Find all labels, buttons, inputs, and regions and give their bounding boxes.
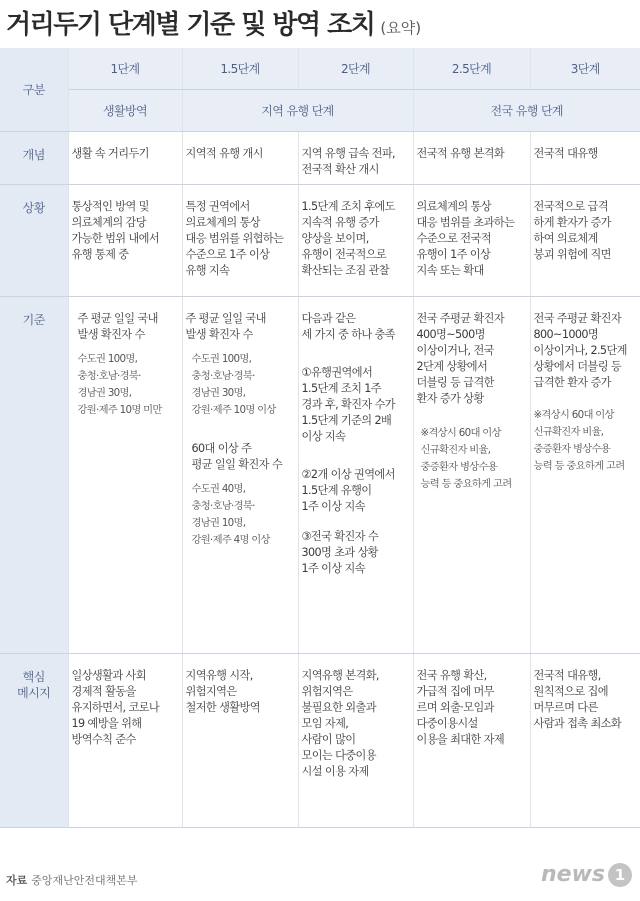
title-main: 거리두기 단계별 기준 및 방역 조치 bbox=[6, 10, 375, 40]
criteria-cell-1: 주 평균 일일 국내 발생 확진자 수 수도권 100명, 충청·호남·경북· 경남권 30명, 강원·제주 10명 미만 bbox=[68, 297, 182, 654]
message-cell: 지역유행 시작, 위험지역은 철저한 생활방역 bbox=[182, 654, 298, 828]
group-daily-life: 생활방역 bbox=[68, 90, 182, 132]
concept-cell: 생활 속 거리두기 bbox=[68, 132, 182, 185]
group-regional: 지역 유행 단계 bbox=[182, 90, 413, 132]
situation-cell: 1.5단계 조치 후에도 지속적 유행 증가 양상을 보이며, 유행이 전국적으로 확산되는 조짐 관찰 bbox=[298, 185, 413, 297]
news1-logo bbox=[541, 862, 632, 887]
level-1: 1단계 bbox=[68, 48, 182, 90]
message-cell: 전국 유행 확산, 가급적 집에 머무 르며 외출·모임과 다중이용시설 이용을 최대한 자제 bbox=[413, 654, 530, 828]
level-2: 2단계 bbox=[298, 48, 413, 90]
row-label-criteria: 기준 bbox=[0, 297, 68, 654]
message-cell: 지역유행 본격화, 위험지역은 불필요한 외출과 모임 자제, 사람이 많이 모이는 다중이용 시설 이용 자제 bbox=[298, 654, 413, 828]
source-note bbox=[6, 872, 138, 888]
source-text: 중앙재난안전대책본부 bbox=[31, 874, 138, 887]
criteria-cell-5: 전국 주평균 확진자 800~1000명 이상이거나, 2.5단계 상황에서 더블링 등 급격한 환자 증가 ※격상시 60대 이상 신규확진자 비율, 중증환자 병상수용 능력 등 중요하게 고려 bbox=[530, 297, 640, 654]
row-label-message: 핵심 메시지 bbox=[0, 654, 68, 828]
page-title bbox=[6, 4, 421, 44]
level-3: 3단계 bbox=[530, 48, 640, 90]
message-cell: 전국적 대유행, 원칙적으로 집에 머무르며 다른 사람과 접촉 최소화 bbox=[530, 654, 640, 828]
header-row-label: 구분 bbox=[0, 48, 68, 132]
situation-cell: 의료체계의 통상 대응 범위를 초과하는 수준으로 전국적 유행이 1주 이상 지속 또는 확대 bbox=[413, 185, 530, 297]
concept-cell: 전국적 유행 본격화 bbox=[413, 132, 530, 185]
row-label-concept: 개념 bbox=[0, 132, 68, 185]
concept-cell: 전국적 대유행 bbox=[530, 132, 640, 185]
title-sub: (요약) bbox=[380, 19, 422, 37]
logo-text: news bbox=[540, 862, 605, 887]
situation-cell: 특정 권역에서 의료체계의 통상 대응 범위를 위협하는 수준으로 1주 이상 유행 지속 bbox=[182, 185, 298, 297]
level-1-5: 1.5단계 bbox=[182, 48, 298, 90]
criteria-cell-3: 다음과 같은 세 가지 중 하나 충족 ①유행권역에서 1.5단계 조치 1주 경과 후, 확진자 수가 1.5단계 기준의 2배 이상 지속 ②2개 이상 권역에서 1.5단계 유행이 1주 이상 지속 ③전국 확진자 수 300명 초과 상황 1주 이상 지속 bbox=[298, 297, 413, 654]
level-2-5: 2.5단계 bbox=[413, 48, 530, 90]
source-label: 자료 bbox=[6, 874, 28, 887]
situation-cell: 전국적으로 급격 하게 환자가 증가 하여 의료체계 붕괴 위험에 직면 bbox=[530, 185, 640, 297]
group-national: 전국 유행 단계 bbox=[413, 90, 640, 132]
row-label-situation: 상황 bbox=[0, 185, 68, 297]
message-cell: 일상생활과 사회 경제적 활동을 유지하면서, 코로나 19 예방을 위해 방역수칙 준수 bbox=[68, 654, 182, 828]
measures-table bbox=[0, 48, 640, 828]
logo-mark: 1 bbox=[608, 863, 632, 887]
criteria-cell-2: 주 평균 일일 국내 발생 확진자 수 수도권 100명, 충청·호남·경북· 경남권 30명, 강원·제주 10명 이상 60대 이상 주 평균 일일 확진자 수 수도권 40명, 충청·호남·경북· 경남권 10명, 강원·제주 4명 이상 bbox=[182, 297, 298, 654]
concept-cell: 지역적 유행 개시 bbox=[182, 132, 298, 185]
criteria-cell-4: 전국 주평균 확진자 400명~500명 이상이거나, 전국 2단계 상황에서 더블링 등 급격한 환자 증가 상황 ※격상시 60대 이상 신규확진자 비율, 중증환자 병상수용 능력 등 중요하게 고려 bbox=[413, 297, 530, 654]
concept-cell: 지역 유행 급속 전파, 전국적 확산 개시 bbox=[298, 132, 413, 185]
situation-cell: 통상적인 방역 및 의료체계의 감당 가능한 범위 내에서 유행 통제 중 bbox=[68, 185, 182, 297]
